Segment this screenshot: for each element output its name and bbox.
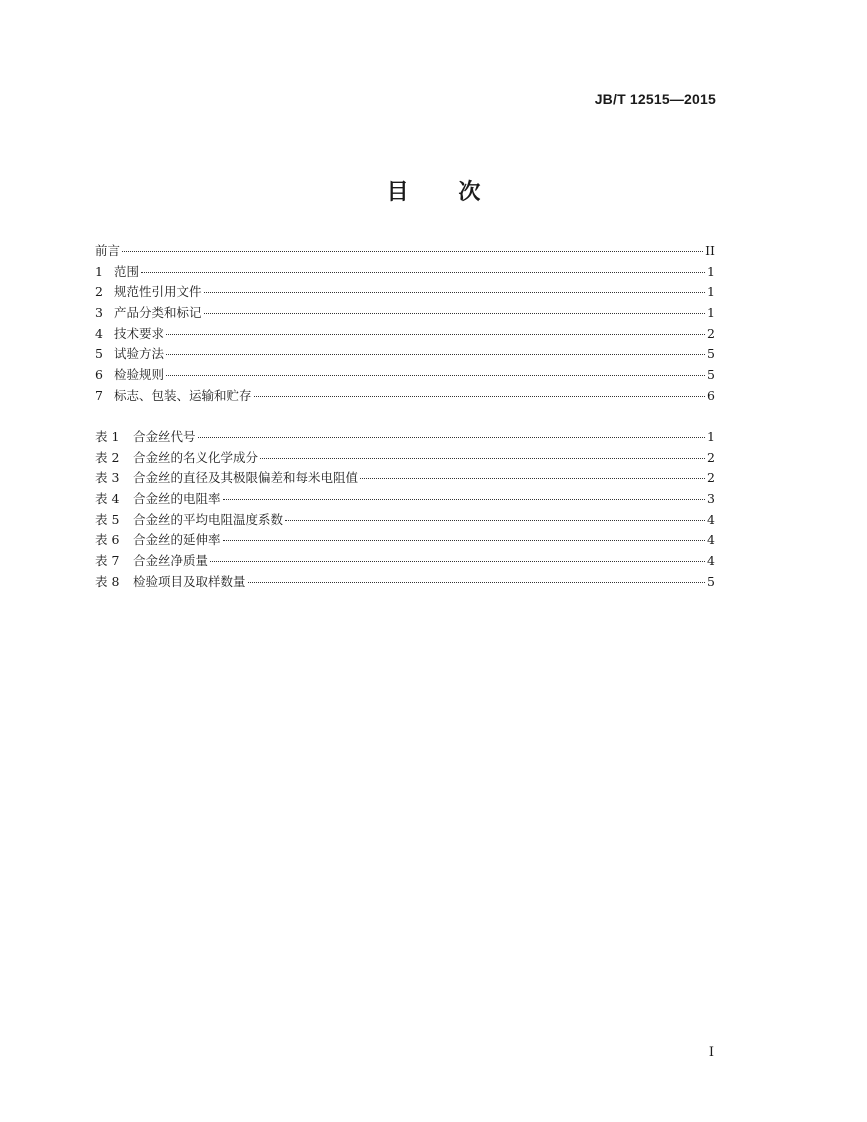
table-title: 合金丝的平均电阻温度系数	[133, 511, 284, 527]
dot-leader	[122, 251, 703, 252]
table-title: 合金丝的延伸率	[133, 532, 221, 548]
dot-leader	[223, 540, 705, 541]
dot-leader	[254, 396, 705, 397]
table-number: 表 4	[95, 491, 120, 507]
toc-entry-page: 1	[707, 263, 715, 279]
table-number: 表 3	[95, 470, 120, 486]
toc-table-entry[interactable]	[95, 468, 715, 489]
toc-title	[0, 175, 867, 206]
table-page: 4	[707, 553, 715, 569]
table-page: 4	[707, 511, 715, 527]
toc-table-entry[interactable]	[95, 510, 715, 531]
toc-entry-page: II	[705, 243, 715, 258]
toc-entry[interactable]	[95, 386, 715, 407]
toc-entry-title: 试验方法	[114, 346, 165, 362]
toc-entry-page: 2	[707, 325, 715, 341]
table-number: 表 7	[95, 553, 120, 569]
toc-entry-page: 1	[707, 305, 715, 321]
toc-entry-title: 范围	[114, 263, 140, 279]
dot-leader	[166, 334, 705, 335]
toc-table-entry[interactable]	[95, 530, 715, 551]
toc-table-list	[95, 427, 715, 593]
toc-entry-page: 1	[707, 284, 715, 300]
document-code: JB/T 12515—2015	[594, 91, 716, 107]
table-page: 2	[707, 470, 715, 486]
toc-table-entry[interactable]	[95, 448, 715, 469]
toc-entry-title: 检验规则	[114, 367, 165, 383]
table-number: 表 6	[95, 532, 120, 548]
toc-entry-title: 标志、包装、运输和贮存	[114, 387, 252, 403]
table-page: 3	[707, 491, 715, 507]
dot-leader	[248, 582, 705, 583]
table-title: 检验项目及取样数量	[133, 573, 246, 589]
toc-entry-number: 6	[95, 367, 103, 383]
dot-leader	[166, 354, 705, 355]
toc-entry[interactable]	[95, 324, 715, 345]
toc-entry-title: 规范性引用文件	[114, 284, 202, 300]
page-number: I	[708, 1045, 714, 1060]
table-title: 合金丝的直径及其极限偏差和每米电阻值	[133, 470, 359, 486]
toc-entry-page: 6	[707, 387, 715, 403]
dot-leader	[260, 458, 705, 459]
dot-leader	[204, 292, 705, 293]
toc-entry[interactable]	[95, 241, 715, 262]
table-title: 合金丝的电阻率	[133, 491, 221, 507]
table-title: 合金丝净质量	[133, 553, 209, 569]
toc-entry-number: 5	[95, 346, 103, 362]
toc-entry[interactable]	[95, 365, 715, 386]
dot-leader	[360, 478, 705, 479]
dot-leader	[166, 375, 705, 376]
table-page: 4	[707, 532, 715, 548]
table-number: 表 5	[95, 511, 120, 527]
toc-table-entry[interactable]	[95, 427, 715, 448]
dot-leader	[198, 437, 705, 438]
toc-entry-title: 技术要求	[114, 325, 165, 341]
toc-entry-page: 5	[707, 367, 715, 383]
toc-entry[interactable]	[95, 303, 715, 324]
toc-title-char: 次	[458, 180, 481, 205]
table-number: 表 2	[95, 449, 120, 465]
dot-leader	[285, 520, 705, 521]
toc-entry-number: 1	[95, 263, 103, 279]
table-page: 5	[707, 573, 715, 589]
table-number: 表 1	[95, 429, 120, 444]
toc-entry-number: 7	[95, 387, 103, 403]
toc-entry[interactable]	[95, 262, 715, 283]
toc-table-entry[interactable]	[95, 572, 715, 593]
table-title: 合金丝代号	[133, 429, 196, 444]
table-page: 1	[707, 429, 715, 444]
table-page: 2	[707, 449, 715, 465]
dot-leader	[141, 272, 705, 273]
toc-section-list	[95, 241, 715, 407]
toc-entry-page: 5	[707, 346, 715, 362]
toc-entry-title: 前言	[95, 243, 121, 258]
toc-table-entry[interactable]	[95, 551, 715, 572]
table-number: 表 8	[95, 573, 120, 589]
dot-leader	[204, 313, 705, 314]
table-title: 合金丝的名义化学成分	[133, 449, 259, 465]
toc-entry-number: 4	[95, 325, 103, 341]
toc-entry[interactable]	[95, 344, 715, 365]
toc-title-char: 目	[386, 180, 409, 205]
toc-entry-title: 产品分类和标记	[114, 305, 202, 321]
toc-table-entry[interactable]	[95, 489, 715, 510]
dot-leader	[210, 561, 705, 562]
toc-entry-number: 3	[95, 305, 103, 321]
dot-leader	[223, 499, 705, 500]
toc-entry[interactable]	[95, 282, 715, 303]
toc-entry-number: 2	[95, 284, 103, 300]
